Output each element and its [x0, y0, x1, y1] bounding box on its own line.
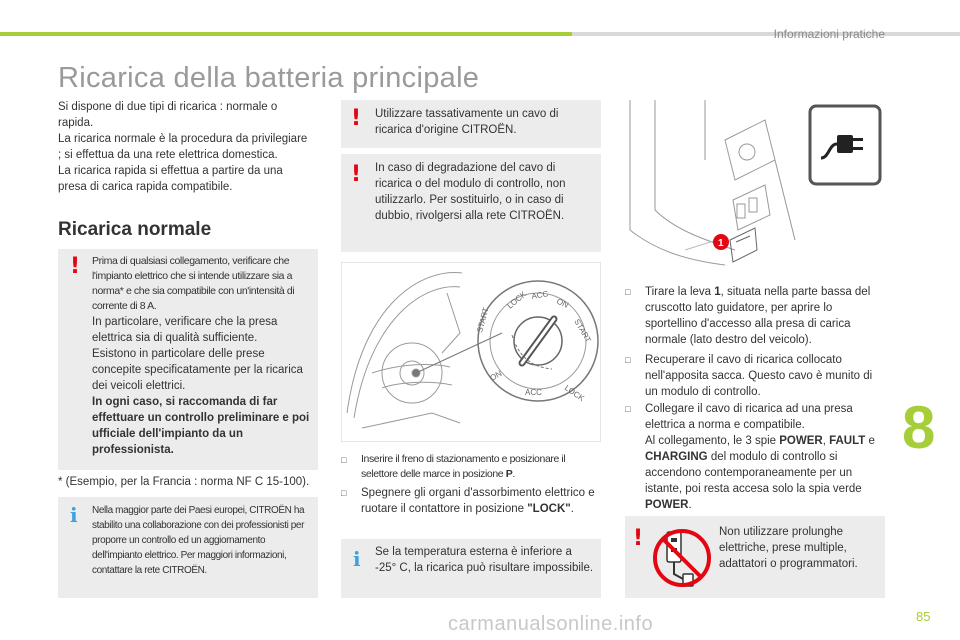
info-icon: i: [353, 547, 361, 571]
ignition-rim-label-acc: ACC: [525, 388, 542, 397]
bullet-pull-lever: □ Tirare la leva 1, situata nella parte bassa del cruscotto lato guidatore, per aprire lo sportellino d'accesso alla presa di carica normale (lato destro del veicolo).: [625, 286, 871, 346]
warning-line-4: In ogni caso, si raccomanda di far effettuare un controllo preliminare e poi ufficiale dell'impianto da un professionista.: [92, 396, 310, 456]
warning-exclamation-icon: !: [70, 254, 81, 279]
warning-box-text: [92, 254, 314, 458]
section-label: Informazioni pratiche: [773, 27, 885, 41]
bullet-parking-text: Inserire il freno di stazionamento e posizionare il selettore delle marce in posizione: [361, 453, 566, 480]
chapter-number: 8: [902, 394, 936, 461]
warning-box-electrical-check: [58, 249, 318, 470]
dashboard-lever-illustration: [625, 100, 885, 272]
intro-line-2: La ricarica normale è la procedura da privilegiare ; si effettua da una rete elettrica domestica.: [58, 133, 308, 161]
bullet-marker-icon: □: [625, 404, 631, 414]
info-box-text: Nella maggior parte dei Paesi europei, CITROËN ha stabilito una collaborazione con dei professionisti per proporre un controllo ed un aggiornamento dell'impianto elettrico. Per maggiori informazioni, contattare la rete CITROËN.: [92, 505, 305, 576]
intro-line-3: La ricarica rapida si effettua a partire da una presa di carica rapida compatibile.: [58, 165, 283, 193]
info-box-temperature: [341, 539, 601, 598]
intro-text: [58, 99, 308, 195]
bullet-marker-icon: □: [625, 287, 631, 297]
warning-box-no-extensions: [625, 516, 885, 598]
bullet-parking-brake: □ Inserire il freno di stazionamento e posizionare il selettore delle marce in posizione P.: [341, 453, 566, 480]
ignition-drawing: [342, 263, 600, 441]
ignition-rim-label-on: ON: [488, 368, 504, 383]
info-icon: i: [70, 503, 78, 527]
watermark: carmanualsonline.info: [448, 613, 654, 635]
info-box-citroen-partnership: [58, 497, 318, 598]
warning-damaged-cable-text: In caso di degradazione del cavo di ricarica o del modulo di controllo, non utilizzarlo. Per sostituirlo, o in caso di dubbio, rivolgersi alla rete CITROËN.: [375, 162, 566, 222]
ignition-label-acc: ACC: [530, 289, 549, 301]
ignition-label-lock: LOCK: [505, 289, 528, 311]
warning-line-1: Prima di qualsiasi collegamento, verificare che l'impianto elettrico che si intende utilizzare sia a norma* e che sia compatibile con un'intensità di corrente di 8 A.: [92, 255, 295, 312]
ignition-label-on: ON: [555, 296, 570, 310]
warning-original-cable-text: Utilizzare tassativamente un cavo di ricarica d'origine CITROËN.: [375, 108, 559, 136]
bullet-retrieve-cable: [625, 352, 883, 400]
warning-line-3: Esistono in particolare delle prese concepite specificatamente per la ricarica dei veicoli elettrici.: [92, 348, 303, 392]
ignition-illustration: [341, 262, 601, 442]
ignition-rim-label-lock: LOCK: [562, 383, 586, 404]
warning-box-damaged-cable: [341, 154, 601, 252]
no-extension-cord-icon: [651, 524, 713, 590]
page-number: 85: [916, 609, 931, 624]
ignition-rim-label-start: START: [475, 306, 491, 334]
bullet-marker-icon: □: [341, 455, 347, 465]
bullet-switch-off: □ Spegnere gli organi d'assorbimento elettrico e ruotare il contattore in posizione "LOCK".: [341, 487, 595, 515]
section-heading-normale: Ricarica normale: [58, 219, 212, 240]
callout-number: 1: [718, 238, 724, 249]
warning-exclamation-icon: !: [351, 162, 362, 187]
info-temperature-text: Se la temperatura esterna è inferiore a -25° C, la ricarica può risultare impossibile.: [375, 546, 594, 574]
warning-box-original-cable: [341, 100, 601, 148]
warning-no-extensions-text: Non utilizzare prolunghe elettriche, prese multiple, adattatori o programmatori.: [719, 526, 858, 570]
header-accent-bar: [0, 32, 572, 36]
page-title: Ricarica della batteria principale: [58, 62, 480, 94]
ignition-label-start: START: [572, 317, 593, 345]
header-bar: [572, 32, 960, 36]
bullet-connect-cable: □ Collegare il cavo di ricarica ad una presa elettrica a norma e compatibile. Al collegamento, le 3 spie POWER, FAULT e CHARGING del modulo di controllo si accendono contemporaneamente per un istante, poi resta accesa solo la spia verde POWER.: [625, 403, 875, 511]
bullet-marker-icon: □: [625, 355, 631, 365]
bullet-parking-bold: P: [505, 468, 513, 480]
bullet-switch-bold: "LOCK": [527, 503, 571, 515]
footnote: * (Esempio, per la Francia : norma NF C 15-100).: [58, 476, 310, 488]
dashboard-drawing: [625, 100, 885, 272]
bullet-retrieve-text: Recuperare il cavo di ricarica collocato nell'apposita sacca. Questo cavo è munito di un modulo di controllo.: [645, 354, 873, 398]
bullet-marker-icon: □: [341, 488, 347, 498]
warning-line-2: In particolare, verificare che la presa elettrica sia di qualità sufficiente.: [92, 316, 278, 344]
warning-exclamation-icon: !: [633, 526, 644, 551]
warning-exclamation-icon: !: [351, 106, 362, 131]
bullet-switch-text: Spegnere gli organi d'assorbimento elettrico e ruotare il contattore in posizione: [361, 487, 595, 515]
intro-line-1: Si dispone di due tipi di ricarica : normale o rapida.: [58, 101, 278, 129]
